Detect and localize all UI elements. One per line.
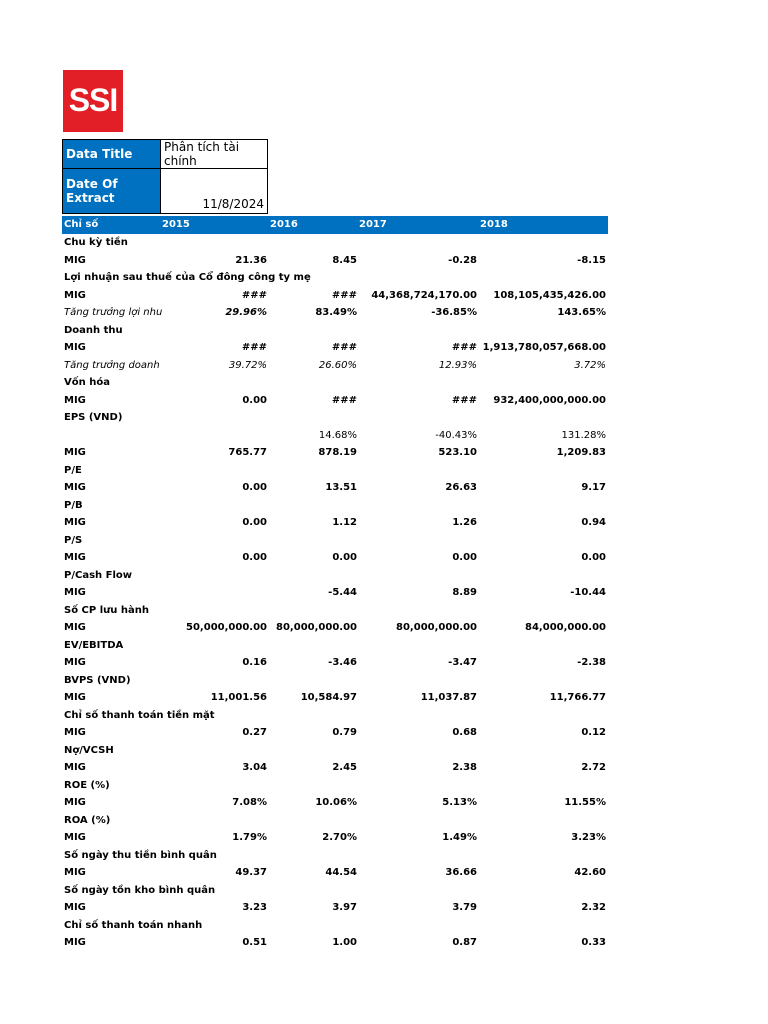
row-label: MIG xyxy=(64,832,86,843)
cell-2017: -36.85% xyxy=(431,307,477,318)
cell-2017: 12.93% xyxy=(438,359,477,371)
ssi-logo xyxy=(63,70,123,132)
cell-2018: 108,105,435,426.00 xyxy=(493,289,606,301)
data-title-value: Phân tích tài chính xyxy=(161,140,268,169)
cell-2016: 1.12 xyxy=(332,517,357,528)
cell-2017: -3.47 xyxy=(448,657,477,668)
cell-2018: 1,209.83 xyxy=(556,447,606,458)
cell-2016: 878.19 xyxy=(318,447,357,458)
cell-2016: 26.60% xyxy=(318,359,357,371)
row-label: MIG xyxy=(64,394,86,406)
table-row xyxy=(62,252,608,270)
cell-2015: 21.36 xyxy=(235,254,267,266)
cell-2018: 143.65% xyxy=(557,307,606,318)
row-label: MIG xyxy=(64,937,86,948)
cell-2017: -40.43% xyxy=(435,429,477,441)
table-row xyxy=(62,689,608,707)
row-label: MIG xyxy=(64,447,86,458)
cell-2015: 7.08% xyxy=(232,797,267,808)
cell-2016: 8.45 xyxy=(332,254,357,266)
cell-2017: 1.26 xyxy=(452,517,477,528)
section-label: Số CP lưu hành xyxy=(64,604,149,616)
table-row xyxy=(62,759,608,777)
cell-2016: ### xyxy=(331,394,357,406)
table-row xyxy=(62,794,608,812)
section-label: EV/EBITDA xyxy=(64,639,124,651)
section-row xyxy=(62,532,608,550)
header-year-2017: 2017 xyxy=(359,219,387,230)
section-row xyxy=(62,322,608,340)
section-label: ROE (%) xyxy=(64,779,110,791)
cell-2016: 2.70% xyxy=(322,832,357,843)
header-label: Chỉ số xyxy=(64,219,99,230)
cell-2018: 2.32 xyxy=(581,902,606,913)
cell-2016: 10.06% xyxy=(315,797,357,808)
table-row xyxy=(62,427,608,445)
cell-2018: 0.12 xyxy=(581,727,606,738)
cell-2018: 932,400,000,000.00 xyxy=(493,394,606,406)
cell-2017: ### xyxy=(451,394,477,406)
cell-2015: 39.72% xyxy=(228,359,267,371)
cell-2017: 0.68 xyxy=(452,727,477,738)
financial-ratio-table xyxy=(62,216,608,952)
section-row xyxy=(62,462,608,480)
cell-2018: 2.72 xyxy=(581,762,606,773)
cell-2015: 50,000,000.00 xyxy=(186,622,267,633)
row-label: MIG xyxy=(64,692,86,703)
section-row xyxy=(62,917,608,935)
cell-2018: 0.94 xyxy=(581,517,606,528)
cell-2017: ### xyxy=(451,342,477,353)
cell-2015: ### xyxy=(241,342,267,353)
cell-2015: 0.16 xyxy=(242,657,267,668)
section-label: P/B xyxy=(64,499,83,511)
section-row xyxy=(62,777,608,795)
cell-2017: 3.79 xyxy=(452,902,477,913)
cell-2015: 1.79% xyxy=(232,832,267,843)
data-title-label: Data Title xyxy=(63,140,161,169)
cell-2018: 42.60 xyxy=(574,867,606,878)
table-row xyxy=(62,287,608,305)
row-label: MIG xyxy=(64,657,86,668)
cell-2018: -8.15 xyxy=(577,254,606,266)
section-label: P/Cash Flow xyxy=(64,569,132,581)
logo-text: SSI xyxy=(68,82,118,118)
row-label: MIG xyxy=(64,902,86,913)
header-year-2018: 2018 xyxy=(480,219,508,230)
table-row xyxy=(62,619,608,637)
table-row xyxy=(62,304,608,322)
row-label: MIG xyxy=(64,517,86,528)
cell-2018: 0.00 xyxy=(581,552,606,563)
cell-2017: 1.49% xyxy=(442,832,477,843)
cell-2018: 11.55% xyxy=(564,797,606,808)
cell-2015: 11,001.56 xyxy=(210,692,267,703)
cell-2016: 0.79 xyxy=(332,727,357,738)
section-row xyxy=(62,812,608,830)
cell-2016: 44.54 xyxy=(325,867,357,878)
cell-2015: 0.51 xyxy=(242,937,267,948)
cell-2016: 3.97 xyxy=(332,902,357,913)
section-row xyxy=(62,374,608,392)
cell-2018: 3.23% xyxy=(571,832,606,843)
table-row xyxy=(62,514,608,532)
cell-2016: ### xyxy=(331,289,357,301)
cell-2017: 523.10 xyxy=(438,447,477,458)
section-row xyxy=(62,567,608,585)
cell-2015: 0.00 xyxy=(242,394,267,406)
cell-2017: 5.13% xyxy=(442,797,477,808)
row-label: Tăng trưởng lợi nhu xyxy=(64,307,162,318)
cell-2017: 2.38 xyxy=(452,762,477,773)
table-row xyxy=(62,357,608,375)
cell-2016: 80,000,000.00 xyxy=(276,622,357,633)
table-row xyxy=(62,724,608,742)
section-row xyxy=(62,269,608,287)
cell-2016: -5.44 xyxy=(328,587,357,598)
cell-2015: 0.00 xyxy=(242,552,267,563)
section-row xyxy=(62,742,608,760)
cell-2017: 8.89 xyxy=(452,587,477,598)
row-label: MIG xyxy=(64,762,86,773)
cell-2018: 11,766.77 xyxy=(549,692,606,703)
row-label: MIG xyxy=(64,289,86,301)
cell-2015: 0.00 xyxy=(242,482,267,493)
cell-2017: 26.63 xyxy=(445,482,477,493)
section-label: Chỉ số thanh toán nhanh xyxy=(64,919,203,931)
section-label: EPS (VND) xyxy=(64,412,123,423)
cell-2015: 0.27 xyxy=(242,727,267,738)
cell-2015: 3.23 xyxy=(242,902,267,913)
table-row xyxy=(62,899,608,917)
cell-2017: -0.28 xyxy=(448,254,477,266)
section-label: Lợi nhuận sau thuế của Cổ đông công ty mẹ xyxy=(64,272,311,283)
row-label: MIG xyxy=(64,587,86,598)
cell-2017: 0.00 xyxy=(452,552,477,563)
cell-2018: 3.72% xyxy=(574,359,606,371)
section-label: Vốn hóa xyxy=(64,377,110,388)
section-row xyxy=(62,637,608,655)
table-row xyxy=(62,339,608,357)
cell-2016: 0.00 xyxy=(332,552,357,563)
cell-2016: 2.45 xyxy=(332,762,357,773)
cell-2016: 1.00 xyxy=(332,937,357,948)
cell-2017: 11,037.87 xyxy=(420,692,477,703)
row-label: MIG xyxy=(64,867,86,878)
cell-2018: -10.44 xyxy=(570,587,606,598)
row-label: MIG xyxy=(64,552,86,563)
section-label: Chỉ số thanh toán tiền mặt xyxy=(64,709,215,721)
section-row xyxy=(62,672,608,690)
cell-2015: 29.96% xyxy=(225,307,267,318)
cell-2017: 80,000,000.00 xyxy=(396,622,477,633)
table-row xyxy=(62,479,608,497)
cell-2018: 9.17 xyxy=(581,482,606,493)
row-label: Tăng trưởng doanh xyxy=(64,359,160,371)
table-row xyxy=(62,444,608,462)
cell-2016: 13.51 xyxy=(325,482,357,493)
row-label: MIG xyxy=(64,622,86,633)
table-row xyxy=(62,864,608,882)
table-row xyxy=(62,829,608,847)
row-label: MIG xyxy=(64,727,86,738)
section-label: BVPS (VND) xyxy=(64,674,131,686)
table-header xyxy=(62,216,608,234)
cell-2015: 765.77 xyxy=(228,447,267,458)
table-row xyxy=(62,392,608,410)
row-label: MIG xyxy=(64,797,86,808)
section-label: Số ngày tồn kho bình quân xyxy=(64,884,216,896)
header-year-2015: 2015 xyxy=(162,219,190,230)
section-label: Doanh thu xyxy=(64,324,123,336)
cell-2015: ### xyxy=(241,289,267,301)
row-label: MIG xyxy=(64,342,86,353)
table-row xyxy=(62,549,608,567)
cell-2017: 36.66 xyxy=(445,867,477,878)
cell-2016: 83.49% xyxy=(315,307,357,318)
cell-2018: -2.38 xyxy=(577,657,606,668)
header-year-2016: 2016 xyxy=(270,219,298,230)
cell-2018: 84,000,000.00 xyxy=(525,622,606,633)
row-label: MIG xyxy=(64,482,86,493)
cell-2015: 3.04 xyxy=(242,762,267,773)
cell-2015: 0.00 xyxy=(242,517,267,528)
section-row xyxy=(62,234,608,252)
date-of-extract-label: Date Of Extract xyxy=(63,169,161,214)
section-row xyxy=(62,882,608,900)
cell-2018: 0.33 xyxy=(581,937,606,948)
cell-2016: 10,584.97 xyxy=(300,692,357,703)
cell-2016: 14.68% xyxy=(318,429,357,441)
table-row xyxy=(62,584,608,602)
section-label: Số ngày thu tiền bình quân xyxy=(64,849,217,861)
section-row xyxy=(62,497,608,515)
table-row xyxy=(62,654,608,672)
section-label: P/S xyxy=(64,534,83,546)
section-label: P/E xyxy=(64,464,82,476)
cell-2016: ### xyxy=(331,342,357,353)
section-row xyxy=(62,847,608,865)
cell-2016: -3.46 xyxy=(328,657,357,668)
section-label: Chu kỳ tiền xyxy=(64,237,128,248)
cell-2017: 0.87 xyxy=(452,937,477,948)
table-row xyxy=(62,934,608,952)
section-row xyxy=(62,602,608,620)
table-body xyxy=(62,234,608,952)
cell-2018: 1,913,780,057,668.00 xyxy=(482,342,606,353)
section-row xyxy=(62,707,608,725)
section-label: Nợ/VCSH xyxy=(64,744,114,756)
section-row xyxy=(62,409,608,427)
date-of-extract-value: 11/8/2024 xyxy=(161,169,268,214)
cell-2015: 49.37 xyxy=(235,867,267,878)
cell-2017: 44,368,724,170.00 xyxy=(371,289,477,301)
section-label: ROA (%) xyxy=(64,814,111,826)
row-label: MIG xyxy=(64,254,86,266)
meta-table xyxy=(62,139,268,214)
cell-2018: 131.28% xyxy=(561,429,606,441)
